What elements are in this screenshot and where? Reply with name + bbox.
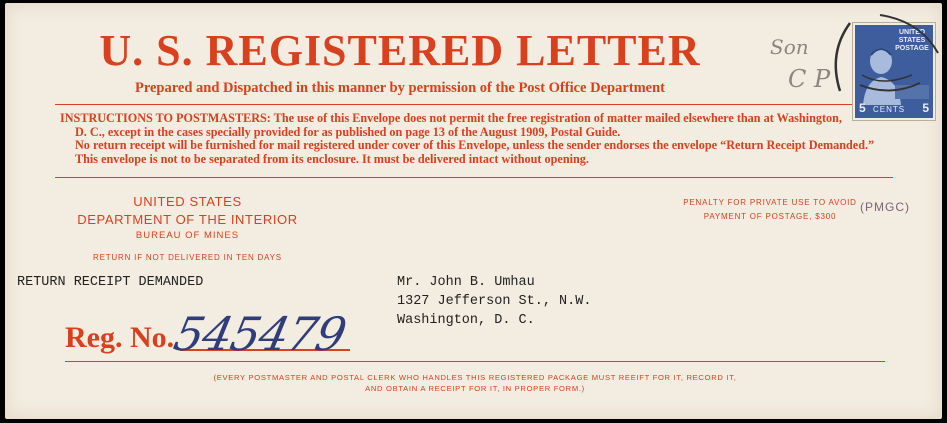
- footer-notice: [145, 372, 805, 394]
- sender-return-notice: RETURN IF NOT DELIVERED IN TEN DAYS: [93, 253, 282, 262]
- pmgc-mark: (PMGC): [860, 200, 910, 214]
- sender-block: [65, 193, 310, 262]
- recipient-address: [397, 273, 591, 330]
- penalty-line-1: PENALTY FOR PRIVATE USE TO AVOID: [683, 198, 857, 207]
- envelope: [5, 3, 942, 419]
- divider-bottom: [65, 361, 885, 362]
- postmark-cancel-icon: [820, 13, 940, 123]
- envelope-title: U. S. REGISTERED LETTER: [99, 26, 701, 75]
- divider-middle: [55, 177, 893, 178]
- sender-line-1: UNITED STATES: [133, 194, 242, 209]
- instructions-line: No return receipt will be furnished for mail registered under cover of this Envelope, unless the sender endorses the envelope “Return Receipt Demanded.”: [75, 138, 875, 153]
- pencil-note-cp: C P: [788, 65, 831, 93]
- footer-line-1: (EVERY POSTMASTER AND POSTAL CLERK WHO HANDLES THIS REGISTERED PACKAGE MUST REEIFT FOR IT, RECORD IT,: [213, 373, 737, 382]
- stamp-value-left: 5: [859, 101, 866, 115]
- instructions-line: D. C., except in the cases specially provided for as published on page 13 of the August 1909, Postal Guide.: [75, 124, 621, 139]
- reg-number-handwritten: 545479: [169, 307, 351, 361]
- stamp-cents: CENTS: [873, 105, 906, 114]
- return-receipt-demanded: RETURN RECEIPT DEMANDED: [17, 275, 204, 290]
- instructions-to-postmasters: [60, 112, 890, 166]
- pencil-note-son: Son: [770, 35, 809, 59]
- stamp-value-right: 5: [922, 101, 929, 115]
- penalty-line-2: PAYMENT OF POSTAGE, $300: [703, 212, 837, 221]
- recipient-street: 1327 Jefferson St., N.W.: [397, 294, 592, 309]
- instructions-line: This envelope is not to be separated from its enclosure. It must be delivered intact without opening.: [75, 151, 589, 166]
- sender-line-3: BUREAU OF MINES: [135, 230, 240, 241]
- penalty-notice: [665, 196, 875, 224]
- stamp-country: UNITED STATES POSTAGE: [895, 29, 929, 52]
- envelope-subtitle: Prepared and Dispatched in this manner by permission of the Post Office Department: [134, 80, 666, 96]
- instructions-line: INSTRUCTIONS TO POSTMASTERS: The use of this Envelope does not permit the free registration of matter mailed elsewhere than at Washington,: [60, 111, 842, 125]
- footer-line-2: AND OBTAIN A RECEIPT FOR IT, IN PROPER FORM.): [365, 384, 585, 393]
- reg-no-label: Reg. No.: [65, 321, 175, 354]
- recipient-name: Mr. John B. Umhau: [397, 275, 535, 290]
- recipient-city: Washington, D. C.: [397, 313, 535, 328]
- sender-line-2: DEPARTMENT OF THE INTERIOR: [77, 212, 298, 227]
- divider-top: [55, 104, 893, 105]
